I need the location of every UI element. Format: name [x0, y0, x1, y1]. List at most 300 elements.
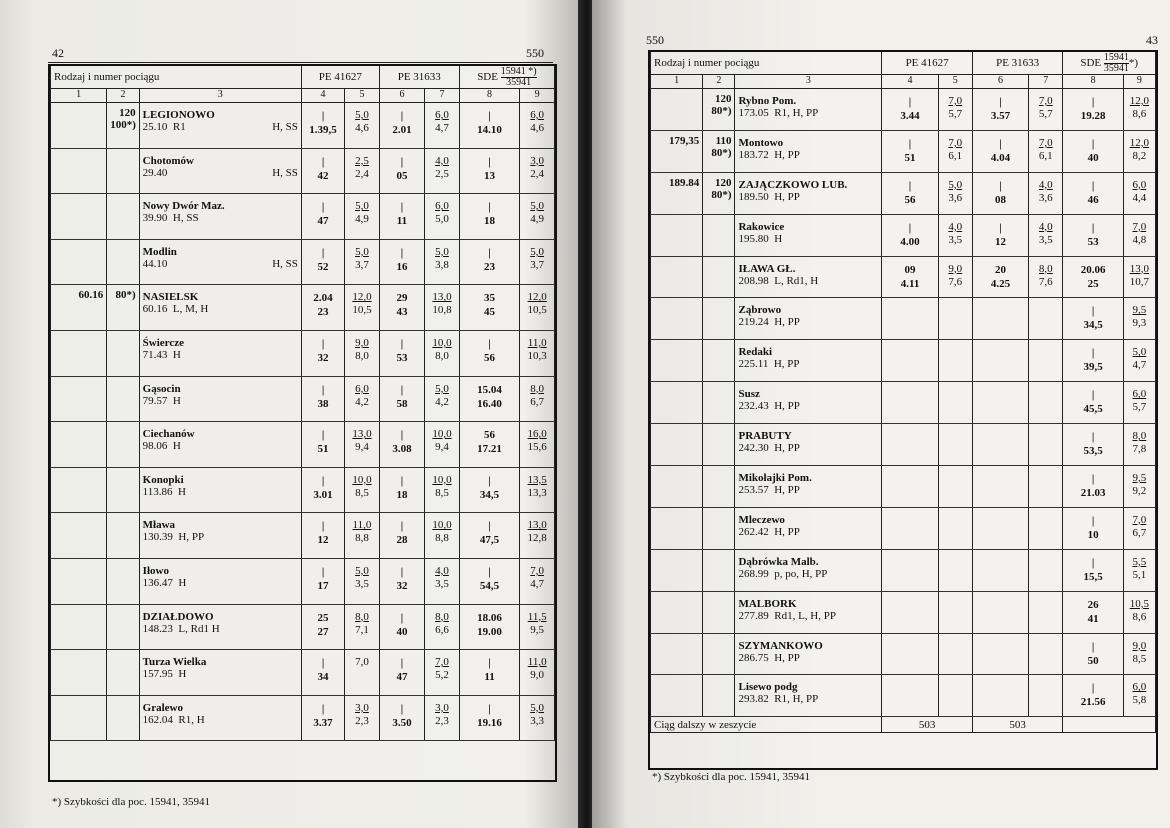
station-flags: H: [178, 668, 187, 681]
speed-bottom: 3,5: [435, 577, 449, 590]
column-number: 7: [1029, 75, 1063, 89]
speed-bottom: 4,8: [1132, 233, 1147, 246]
time-value: | 11: [484, 657, 495, 684]
table-row: [651, 424, 1156, 466]
speed-top: 7,0: [1132, 220, 1147, 233]
column-number: 5: [345, 89, 380, 103]
station-flags: H, PP: [774, 190, 800, 203]
table-row: [651, 256, 1156, 298]
table-row: [51, 467, 555, 513]
table-row: [651, 89, 1156, 131]
time-value: 20 4.25: [990, 263, 1011, 290]
station-km: [738, 400, 878, 412]
speed-bottom: 3,7: [530, 258, 545, 271]
time-value: | 47: [396, 657, 408, 684]
time-value: | 21.56: [1080, 682, 1106, 709]
speed-bottom: 3,5: [355, 577, 369, 590]
station-name: LEGIONOWO: [142, 109, 215, 121]
time-value: | 2.01: [392, 110, 412, 136]
page-number-left: 42: [52, 46, 64, 60]
time-value: | 21.03: [1080, 473, 1106, 500]
speed-top: 7,0: [948, 136, 963, 149]
train-number-top: 15941 *): [500, 65, 537, 77]
speed-bottom: 8,5: [1132, 652, 1147, 665]
speed-top: 6,0: [1132, 681, 1147, 694]
continuation-note: Ciąg dalszy w zeszycie: [651, 717, 882, 733]
speed-bottom: 8,0: [435, 349, 449, 362]
column-number-row: [651, 75, 1156, 89]
right-page: [592, 0, 1170, 828]
speed-bottom: 8,6: [1132, 610, 1147, 623]
speed-top: 8,0: [435, 610, 449, 623]
time-value: | 32: [396, 565, 408, 592]
time-value: | 56: [904, 179, 916, 206]
speed-top: 10,0: [432, 519, 452, 532]
table-row: [51, 376, 555, 422]
speed-top: 16,0: [527, 428, 547, 441]
column-number: 4: [301, 89, 344, 103]
station-km: [738, 233, 878, 245]
table-row: [51, 695, 555, 741]
speed-top: 7,0: [1132, 513, 1147, 526]
station-km: [143, 440, 298, 452]
column-number: 6: [972, 75, 1028, 89]
station-km: [143, 668, 298, 680]
table-row: [651, 549, 1156, 591]
speed-top: 7,0: [435, 656, 449, 669]
time-value: | 34,5: [479, 474, 500, 501]
km-marker: 179,35: [669, 134, 700, 147]
speed-top: 5,0: [355, 109, 369, 121]
station-name: Rybno Pom.: [738, 95, 797, 107]
speed-limit: 120 80*): [711, 93, 732, 117]
km-value: 60.16: [142, 303, 168, 316]
station-flags: L, M, H: [172, 303, 209, 316]
speed-bottom: 7,6: [948, 275, 963, 288]
table-row: [51, 330, 555, 376]
speed-bottom: 4,9: [355, 213, 369, 226]
time-value: | 51: [317, 429, 329, 456]
station-flags: H, SS: [172, 212, 199, 225]
station-km: [143, 167, 298, 179]
speed-top: 6,0: [435, 109, 449, 121]
speed-top: 5,0: [1132, 346, 1147, 359]
speed-bottom: 9,0: [530, 669, 545, 682]
time-value: 18.06 19.00: [477, 611, 502, 638]
header-row: [51, 66, 555, 89]
speed-bottom: 4,9: [530, 213, 545, 226]
time-value: | 10: [1087, 514, 1099, 541]
station-flags: H, PP: [178, 531, 205, 544]
time-value: | 3.08: [392, 429, 412, 456]
speed-top: 8,0: [355, 610, 369, 623]
speed-bottom: 8,8: [355, 532, 369, 545]
km-value: 157.95: [142, 668, 173, 681]
table-row: [651, 466, 1156, 508]
speed-top: 12,0: [1129, 95, 1149, 107]
speed-top: 13,0: [432, 291, 452, 304]
speed-top: 13,0: [1129, 262, 1149, 275]
column-number: 6: [379, 89, 424, 103]
station-km: [738, 442, 878, 454]
km-value: 71.43: [142, 348, 168, 361]
station-km: [738, 610, 878, 622]
train-header-sde: [459, 66, 554, 89]
station-km: [143, 531, 298, 543]
speed-top: 5,0: [355, 200, 369, 213]
time-value: | 50: [1087, 640, 1099, 667]
speed-top: 9,5: [1132, 304, 1147, 317]
time-value: | 05: [396, 155, 408, 182]
train-number-bottom: 35941: [506, 76, 532, 88]
speed-bottom: 3,5: [948, 233, 963, 246]
km-value: 208.98: [738, 274, 769, 287]
speed-top: 11,0: [527, 656, 547, 669]
time-value: | 56: [484, 337, 496, 364]
station-name: Konopki: [142, 473, 184, 486]
km-value: 268.99: [738, 567, 769, 580]
station-flags: H: [774, 232, 783, 245]
speed-bottom: 4,7: [1132, 359, 1147, 372]
station-name: ZAJĄCZKOWO LUB.: [738, 178, 848, 191]
station-name: MALBORK: [738, 597, 797, 610]
time-value: | 18: [396, 474, 408, 501]
station-name: PRABUTY: [738, 430, 792, 443]
station-name: Iłowo: [142, 564, 169, 577]
time-value: | 40: [1087, 137, 1099, 164]
time-value: | 45,5: [1083, 389, 1103, 416]
left-page: [0, 0, 583, 828]
speed-top: 5,0: [948, 178, 963, 191]
km-value: 232.43: [738, 400, 769, 413]
station-flags: H: [172, 440, 181, 453]
station-name: Mława: [142, 519, 176, 532]
speed-top: 9,0: [1132, 639, 1147, 652]
column-number: 3: [139, 89, 301, 103]
speed-top: 7,0: [530, 564, 545, 577]
speed-bottom: 9,5: [530, 623, 545, 636]
speed-top: 5,0: [530, 200, 545, 213]
speed-bottom: 10,5: [527, 304, 547, 317]
time-value: 2.04 23: [313, 292, 333, 319]
km-value: 39.90: [142, 212, 168, 225]
time-value: | 18: [484, 201, 496, 228]
time-value: | 13: [484, 155, 496, 182]
station-name: DZIAŁDOWO: [142, 610, 214, 623]
station-flags: H, PP: [774, 525, 800, 538]
speed-bottom: 8,6: [1132, 108, 1147, 120]
km-value: 148.23: [142, 622, 173, 635]
station-name: Nowy Dwór Maz.: [142, 200, 225, 213]
speed-bottom: 5,7: [948, 108, 963, 120]
km-value: 29.40: [142, 166, 168, 179]
table-row: [651, 172, 1156, 214]
time-value: | 42: [317, 155, 329, 182]
column-number: 7: [425, 89, 460, 103]
time-value: | 38: [317, 383, 329, 410]
speed-bottom: 7,0: [355, 656, 369, 669]
station-flags: R1, H, PP: [774, 107, 819, 119]
time-value: | 47,5: [479, 520, 500, 547]
table-row: [51, 194, 555, 240]
station-name: SZYMANKOWO: [738, 639, 823, 652]
time-value: | 51: [904, 137, 916, 164]
table-row: [651, 340, 1156, 382]
time-value: 56 17.21: [477, 429, 502, 456]
time-value: 20.06 25: [1080, 263, 1106, 290]
km-value: 195.80: [738, 232, 769, 245]
time-value: | 53,5: [1083, 431, 1103, 458]
station-name: Świercze: [142, 336, 185, 349]
column-number: 1: [651, 75, 703, 89]
speed-bottom: 4,7: [530, 577, 545, 590]
km-value: 262.42: [738, 525, 769, 538]
time-value: 29 43: [396, 292, 408, 319]
speed-top: 12,0: [1129, 136, 1149, 149]
continuation-row: [651, 717, 1156, 733]
speed-bottom: 5,7: [1132, 401, 1147, 414]
table-title: Rodzaj i numer pociągu: [51, 66, 302, 89]
station-name: Gralewo: [142, 701, 183, 714]
column-number: 9: [520, 89, 555, 103]
km-value: 189.50: [738, 190, 769, 203]
speed-top: 6,0: [1132, 388, 1147, 401]
station-km: [738, 191, 878, 203]
speed-bottom: 8,0: [355, 349, 369, 362]
station-name: Turza Wielka: [142, 656, 207, 669]
station-km: [143, 349, 298, 361]
speed-bottom: 7,8: [1132, 443, 1147, 456]
train-type: SDE: [477, 70, 498, 83]
km-value: 242.30: [738, 442, 769, 455]
time-value: | 19.28: [1080, 96, 1106, 122]
time-value: | 39,5: [1083, 347, 1103, 374]
speed-top: 13,0: [352, 428, 372, 441]
time-value: | 3.01: [313, 474, 333, 501]
table-row: [51, 148, 555, 194]
time-value: | 15,5: [1083, 556, 1103, 583]
speed-bottom: 10,8: [432, 304, 452, 317]
footnote: *) Szybkości dla poc. 15941, 35941: [652, 771, 810, 783]
speed-bottom: 8,5: [435, 486, 449, 499]
speed-limit: 80*): [115, 289, 136, 302]
table-row: [651, 130, 1156, 172]
speed-bottom: 6,7: [1132, 526, 1147, 539]
km-value: 225.11: [738, 358, 769, 371]
timetable-right: [648, 50, 1158, 770]
speed-top: 5,0: [530, 701, 545, 714]
speed-top: 10,0: [432, 336, 452, 349]
station-name: Redaki: [738, 346, 773, 359]
station-name: IŁAWA GŁ.: [738, 262, 796, 275]
km-marker: 60.16: [78, 289, 104, 302]
column-number: 3: [735, 75, 882, 89]
speed-bottom: 15,6: [527, 441, 547, 454]
speed-top: 5,0: [355, 245, 369, 258]
column-number: 8: [459, 89, 520, 103]
timetable-left: [48, 64, 557, 782]
speed-bottom: 9,4: [435, 441, 449, 454]
km-marker: 189.84: [669, 176, 700, 189]
station-flags: H, PP: [774, 484, 800, 497]
speed-top: 4,0: [1038, 220, 1053, 233]
speed-top: 7,0: [948, 95, 963, 107]
time-value: | 3.57: [990, 96, 1011, 122]
speed-top: 2,5: [355, 154, 369, 167]
speed-bottom: 6,7: [530, 395, 545, 408]
time-value: 25 27: [317, 611, 329, 638]
table-title: Rodzaj i numer pociągu: [651, 52, 882, 75]
station-km: [143, 258, 298, 270]
km-value: 183.72: [738, 148, 769, 161]
time-value: 15.04 16.40: [477, 383, 502, 410]
column-number: 8: [1063, 75, 1123, 89]
station-flags: H, PP: [774, 442, 800, 455]
speed-top: 4,0: [1038, 178, 1053, 191]
speed-top: 10,0: [432, 428, 452, 441]
speed-limit: 120 100*): [110, 107, 136, 131]
km-value: 79.57: [142, 394, 168, 407]
train-numbers: [1104, 53, 1129, 74]
train-type: SDE: [1080, 56, 1102, 69]
station-name: Modlin: [142, 245, 177, 258]
column-number-row: [51, 89, 555, 103]
speed-bottom: 4,6: [355, 122, 369, 134]
time-value: | 4.04: [990, 137, 1011, 164]
time-value: | 16: [396, 246, 408, 273]
table-row: [651, 507, 1156, 549]
speed-bottom: 9,4: [355, 441, 369, 454]
speed-top: 5,0: [435, 245, 449, 258]
time-value: | 12: [995, 221, 1007, 248]
speed-bottom: 3,3: [530, 714, 545, 727]
speed-bottom: 8,8: [435, 532, 449, 545]
speed-top: 10,0: [352, 473, 372, 486]
time-value: | 52: [317, 246, 329, 273]
continuation-value: 503: [972, 717, 1063, 733]
speed-bottom: 2,3: [435, 714, 449, 727]
page-number-right: 550: [526, 46, 544, 60]
speed-top: 10,5: [1129, 597, 1149, 610]
table-row: [51, 285, 555, 331]
speed-bottom: 4,2: [435, 395, 449, 408]
speed-top: 8,0: [1132, 430, 1147, 443]
km-value: 25.10: [142, 121, 168, 133]
station-flags: R1: [172, 121, 186, 133]
speed-top: 6,0: [1132, 178, 1147, 191]
time-value: | 12: [317, 520, 329, 547]
time-value: 35 45: [484, 292, 496, 319]
station-name: Susz: [738, 388, 760, 401]
station-km: [738, 149, 878, 161]
time-value: | 28: [396, 520, 408, 547]
station-flags: H: [172, 394, 181, 407]
speed-bottom: 5,0: [435, 213, 449, 226]
table-row: [51, 422, 555, 468]
speed-top: 3,0: [435, 701, 449, 714]
station-flags: R1, H, PP: [774, 693, 819, 706]
speed-bottom: 7,1: [355, 623, 369, 636]
table-row: [51, 103, 555, 149]
time-value: | 08: [995, 179, 1007, 206]
station-flags: H, PP: [774, 316, 800, 329]
station-km: [738, 484, 878, 496]
table-row: [51, 604, 555, 650]
station-km: [143, 714, 298, 726]
station-km: [143, 623, 298, 635]
time-value: | 1.39,5: [309, 110, 337, 136]
time-value: | 3.50: [392, 702, 412, 729]
continuation-value: 503: [882, 717, 973, 733]
station-name: Rakowice: [738, 220, 785, 233]
speed-bottom: 2,4: [530, 167, 545, 180]
station-km: [738, 526, 878, 538]
time-value: 09 4.11: [900, 263, 920, 290]
table-row: [51, 650, 555, 696]
speed-bottom: 2,3: [355, 714, 369, 727]
speed-bottom: 10,3: [527, 349, 547, 362]
station-km: [143, 121, 298, 133]
speed-top: 6,0: [435, 200, 449, 213]
table-row: [651, 633, 1156, 675]
train-header-sde: [1063, 52, 1156, 75]
station-flags: H: [172, 348, 181, 361]
train-numbers: [501, 67, 537, 88]
speed-top: 8,0: [1038, 262, 1053, 275]
speed-top: 4,0: [948, 220, 963, 233]
speed-bottom: 5,8: [1132, 694, 1147, 707]
speed-bottom: 6,6: [435, 623, 449, 636]
speed-top: 5,0: [530, 245, 545, 258]
station-flags: R1, H: [178, 713, 205, 726]
speed-bottom: 3,7: [355, 258, 369, 271]
header-rule: [48, 62, 553, 63]
station-flags: H, PP: [773, 358, 800, 371]
speed-bottom: 3,6: [1038, 191, 1053, 204]
speed-top: 10,0: [432, 473, 452, 486]
speed-bottom: 12,8: [527, 532, 547, 545]
page-number-left: 550: [646, 33, 664, 47]
speed-top: 6,0: [530, 109, 545, 121]
station-name: Ciechanów: [142, 428, 195, 441]
km-value: 130.39: [142, 531, 173, 544]
speed-bottom: 10,7: [1129, 275, 1149, 288]
speed-top: 6,0: [355, 382, 369, 395]
km-value: 136.47: [142, 576, 173, 589]
station-km: [738, 693, 878, 705]
footnote-marker: *): [1128, 56, 1139, 69]
station-flags: Rd1, L, H, PP: [774, 609, 836, 622]
station-km: [143, 486, 298, 498]
speed-limit: 120 80*): [711, 176, 732, 201]
station-name: Chotomów: [142, 154, 195, 167]
km-value: 44.10: [142, 257, 168, 270]
table-row: [651, 382, 1156, 424]
train-header: PE 41627: [301, 66, 379, 89]
station-km: [143, 577, 298, 589]
speed-top: 3,0: [530, 154, 545, 167]
column-number: 2: [703, 75, 735, 89]
station-flags: H, PP: [774, 400, 800, 413]
station-flags: H: [178, 485, 186, 498]
speed-top: 12,0: [527, 291, 547, 304]
speed-bottom: 9,3: [1132, 317, 1147, 330]
header-row: [651, 52, 1156, 75]
time-value: | 11: [396, 201, 408, 228]
station-km: [738, 358, 878, 370]
train-header: PE 41627: [882, 52, 973, 75]
station-flags-right: H, SS: [272, 121, 298, 133]
